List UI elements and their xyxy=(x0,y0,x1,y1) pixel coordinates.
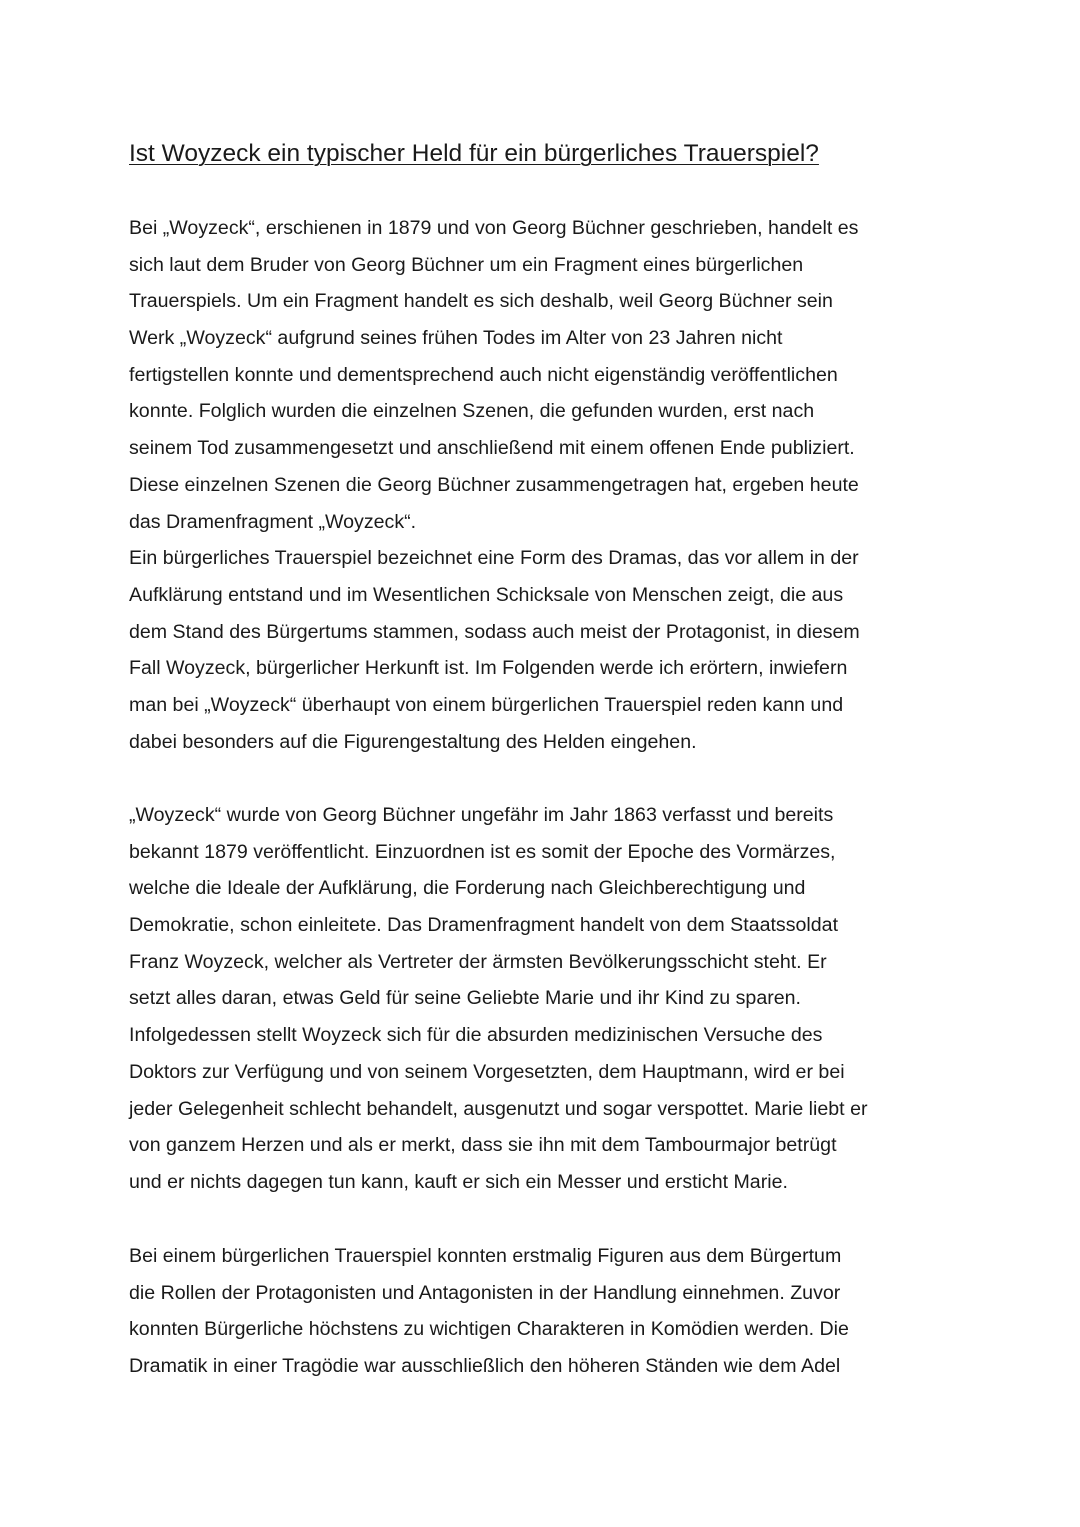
text-line: sich laut dem Bruder von Georg Büchner um ein Fragment eines bürgerlichen xyxy=(129,253,804,276)
text-line: Bei „Woyzeck“, erschienen in 1879 und von Georg Büchner geschrieben, handelt es xyxy=(129,217,859,239)
text-line: fertigstellen konnte und dementsprechend auch nicht eigenständig veröffentlichen xyxy=(129,363,838,386)
text-line: Ein bürgerliches Trauerspiel bezeichnet eine Form des Dramas, das vor allem in der xyxy=(129,547,859,570)
text-line: setzt alles daran, etwas Geld für seine Geliebte Marie und ihr Kind zu sparen. xyxy=(129,987,801,1010)
text-line: Diese einzelnen Szenen die Georg Büchner zusammengetragen hat, ergeben heute xyxy=(129,473,859,496)
text-line: das Dramenfragment „Woyzeck“. xyxy=(129,510,417,533)
text-line: bekannt 1879 veröffentlicht. Einzuordnen ist es somit der Epoche des Vormärzes, xyxy=(129,840,836,863)
text-line: man bei „Woyzeck“ überhaupt von einem bürgerlichen Trauerspiel reden kann und xyxy=(129,693,844,716)
paragraph-analysis xyxy=(129,1238,849,1385)
paragraph-summary xyxy=(129,797,868,1201)
text-line: Franz Woyzeck, welcher als Vertreter der ärmsten Bevölkerungsschicht steht. Er xyxy=(129,950,827,973)
text-line: Aufklärung entstand und im Wesentlichen Schicksale von Menschen zeigt, die aus xyxy=(129,583,844,606)
text-line: die Rollen der Protagonisten und Antagonisten in der Handlung einnehmen. Zuvor xyxy=(129,1281,841,1304)
text-line: „Woyzeck“ wurde von Georg Büchner ungefähr im Jahr 1863 verfasst und bereits xyxy=(129,804,834,826)
text-line: Fall Woyzeck, bürgerlicher Herkunft ist. Im Folgenden werde ich erörtern, inwiefern xyxy=(129,657,848,680)
text-line: konnten Bürgerliche höchstens zu wichtigen Charakteren in Komödien werden. Die xyxy=(129,1318,849,1341)
document-title: Ist Woyzeck ein typischer Held für ein bürgerliches Trauerspiel? xyxy=(129,140,819,167)
paragraph-introduction xyxy=(129,210,860,760)
text-line: Bei einem bürgerlichen Trauerspiel konnten erstmalig Figuren aus dem Bürgertum xyxy=(129,1245,842,1267)
text-line: jeder Gelegenheit schlecht behandelt, ausgenutzt und sogar verspottet. Marie liebt er xyxy=(129,1097,868,1120)
text-line: dem Stand des Bürgertums stammen, sodass auch meist der Protagonist, in diesem xyxy=(129,620,860,643)
text-line: Doktors zur Verfügung und von seinem Vorgesetzten, dem Hauptmann, wird er bei xyxy=(129,1060,845,1083)
text-line: konnte. Folglich wurden die einzelnen Szenen, die gefunden wurden, erst nach xyxy=(129,400,815,423)
text-line: welche die Ideale der Aufklärung, die Forderung nach Gleichberechtigung und xyxy=(129,877,806,900)
text-line: dabei besonders auf die Figurengestaltung des Helden eingehen. xyxy=(129,730,697,753)
text-line: Infolgedessen stellt Woyzeck sich für die absurden medizinischen Versuche des xyxy=(129,1024,823,1047)
text-line: von ganzem Herzen und als er merkt, dass sie ihn mit dem Tambourmajor betrügt xyxy=(129,1134,837,1157)
text-line: Dramatik in einer Tragödie war ausschließlich den höheren Ständen wie dem Adel xyxy=(129,1355,841,1378)
text-line: Trauerspiels. Um ein Fragment handelt es sich deshalb, weil Georg Büchner sein xyxy=(129,290,833,313)
text-line: und er nichts dagegen tun kann, kauft er sich ein Messer und ersticht Marie. xyxy=(129,1170,788,1193)
text-line: seinem Tod zusammengesetzt und anschließend mit einem offenen Ende publiziert. xyxy=(129,437,855,460)
text-line: Demokratie, schon einleitete. Das Dramenfragment handelt von dem Staatssoldat xyxy=(129,914,839,937)
text-line: Werk „Woyzeck“ aufgrund seines frühen Todes im Alter von 23 Jahren nicht xyxy=(129,327,783,350)
